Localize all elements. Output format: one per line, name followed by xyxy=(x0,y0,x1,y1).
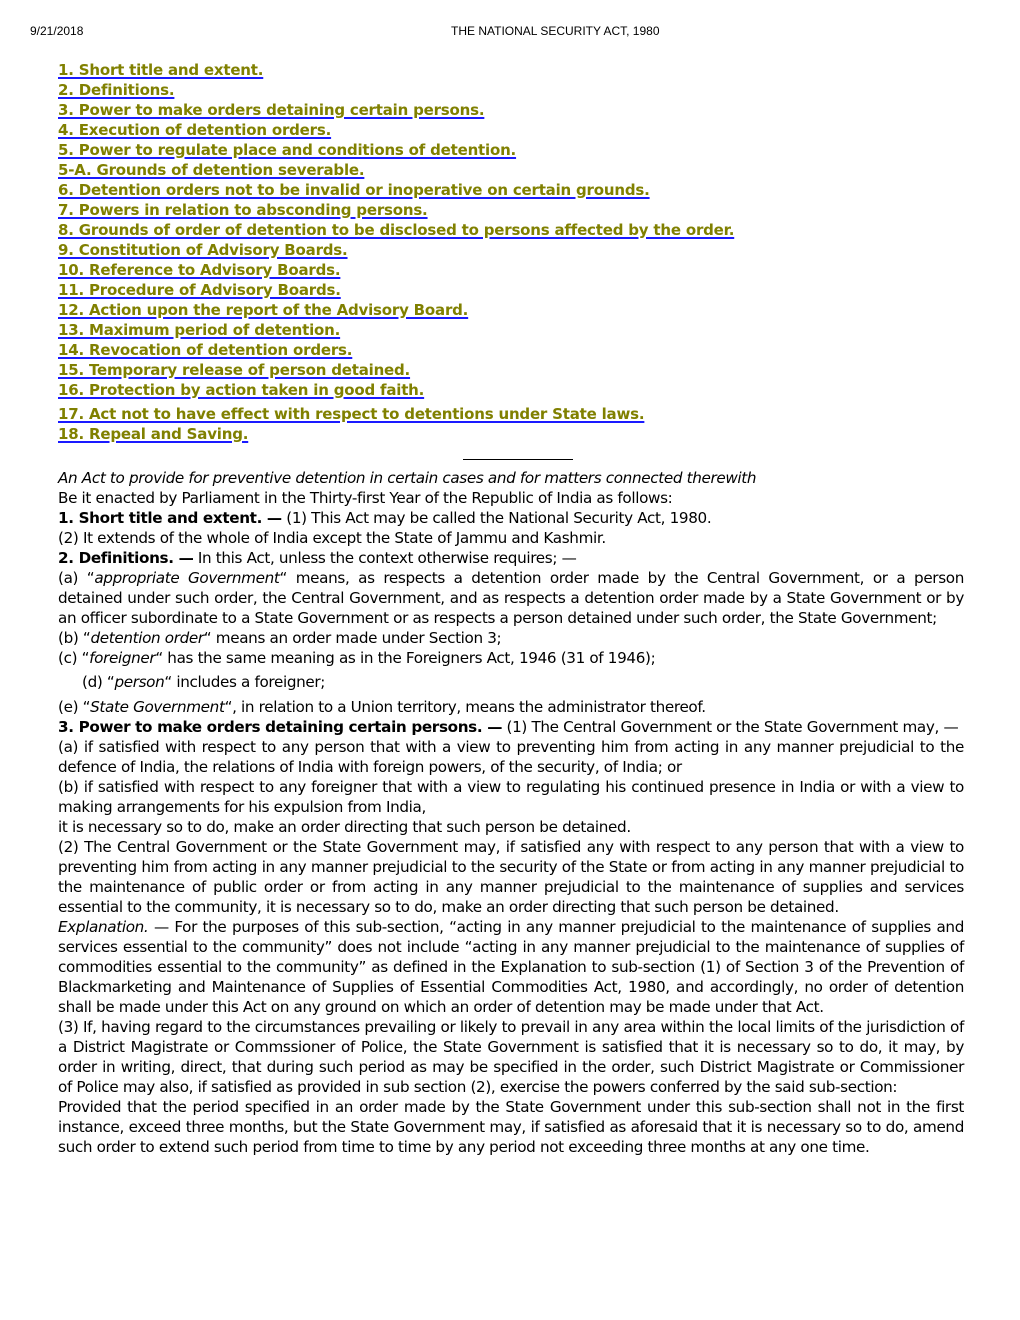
section-1-heading: 1. Short title and extent. — xyxy=(58,509,282,527)
toc-link-7[interactable]: 7. Powers in relation to absconding persons. xyxy=(58,201,428,219)
enacting-clause: Be it enacted by Parliament in the Thirty-first Year of the Republic of India as follows: xyxy=(58,489,673,507)
section-1-subsection-2: (2) It extends of the whole of India except the State of Jammu and Kashmir. xyxy=(58,529,606,547)
act-body xyxy=(58,468,964,1157)
toc-link-15[interactable]: 15. Temporary release of person detained. xyxy=(58,361,411,379)
definition-b: (b) “detention order“ means an order made under Section 3; xyxy=(58,629,502,647)
long-title: An Act to provide for preventive detention in certain cases and for matters connected therewith xyxy=(58,469,757,487)
toc-link-18[interactable]: 18. Repeal and Saving. xyxy=(58,425,249,443)
section-3-explanation: Explanation. — For the purposes of this sub-section, “acting in any manner prejudicial to the maintenance of supplies and services essential to the community” does not include “acting in any manner prejudicial to the maintenance of supplies of commodities essential to the community” as defined in the Explanation to sub-section (1) of Section 3 of the Prevention of Blackmarketing and Maintenance of Supplies of Essential Commodities Act, 1980, and accordingly, no order of detention shall be made under this Act on any ground on which an order of detention may be made under that Act. xyxy=(58,918,964,1016)
toc-link-10[interactable]: 10. Reference to Advisory Boards. xyxy=(58,261,341,279)
toc-link-8[interactable]: 8. Grounds of order of detention to be disclosed to persons affected by the order. xyxy=(58,221,735,239)
definition-c: (c) “foreigner“ has the same meaning as in the Foreigners Act, 1946 (31 of 1946); xyxy=(58,649,656,667)
section-3-proviso: Provided that the period specified in an order made by the State Government under this sub-section shall not in the first instance, exceed three months, but the State Government may, if satisfied as aforesaid that it is necessary so to do, amend such order to extend such period from time to time by any period not exceeding three months at any one time. xyxy=(58,1098,964,1156)
section-3-clause-a: (a) if satisfied with respect to any person that with a view to preventing him from acting in any manner prejudicial to the defence of India, the relations of India with foreign powers, of the security, of India; or xyxy=(58,738,964,776)
section-3-clause-tail: it is necessary so to do, make an order directing that such person be detained. xyxy=(58,818,631,836)
page-header-title: THE NATIONAL SECURITY ACT, 1980 xyxy=(451,24,660,38)
toc-link-1[interactable]: 1. Short title and extent. xyxy=(58,61,264,79)
section-2-heading: 2. Definitions. — xyxy=(58,549,194,567)
toc-link-9[interactable]: 9. Constitution of Advisory Boards. xyxy=(58,241,348,259)
toc-link-12[interactable]: 12. Action upon the report of the Advisory Board. xyxy=(58,301,469,319)
toc-link-2[interactable]: 2. Definitions. xyxy=(58,81,175,99)
toc-link-5[interactable]: 5. Power to regulate place and conditions of detention. xyxy=(58,141,517,159)
section-3-subsection-2: (2) The Central Government or the State Government may, if satisfied any with respect to any person that with a view to preventing him from acting in any manner prejudicial to the security of the State or from acting in any manner prejudicial to the maintenance of public order or from acting in any manner prejudicial to the maintenance of supplies and services essential to the community, it is necessary so to do, make an order directing that such person be detained. xyxy=(58,838,964,916)
toc-link-13[interactable]: 13. Maximum period of detention. xyxy=(58,321,341,339)
definition-d: (d) “person“ includes a foreigner; xyxy=(82,673,326,691)
toc-link-11[interactable]: 11. Procedure of Advisory Boards. xyxy=(58,281,341,299)
section-3-clause-b: (b) if satisfied with respect to any foreigner that with a view to regulating his continued presence in India or with a view to making arrangements for his expulsion from India, xyxy=(58,778,964,816)
section-3-heading: 3. Power to make orders detaining certain persons. — xyxy=(58,718,503,736)
toc-link-6[interactable]: 6. Detention orders not to be invalid or inoperative on certain grounds. xyxy=(58,181,650,199)
toc-link-17[interactable]: 17. Act not to have effect with respect to detentions under State laws. xyxy=(58,405,645,423)
definition-a: (a) “appropriate Government“ means, as respects a detention order made by the Central Government, or a person detained under such order, the Central Government, and as respects a detention order made by a State Government or by an officer subordinate to a State Government or as respects a person detained under such order, the State Government; xyxy=(58,569,964,627)
toc-link-14[interactable]: 14. Revocation of detention orders. xyxy=(58,341,353,359)
section-3-subsection-3: (3) If, having regard to the circumstances prevailing or likely to prevail in any area within the local limits of the jurisdiction of a District Magistrate or Commssioner of Police, the State Government is satisfied that it is necessary so to do, it may, by order in writing, direct, that during such period as may be specified in the order, such District Magistrate or Commissioner of Police may also, if satisfied as provided in sub section (2), exercise the powers conferred by the said sub-section: xyxy=(58,1018,964,1096)
toc-link-5a[interactable]: 5-A. Grounds of detention severable. xyxy=(58,161,365,179)
section-2: 2. Definitions. — In this Act, unless the context otherwise requires; — xyxy=(58,549,577,567)
toc-link-16[interactable]: 16. Protection by action taken in good faith. xyxy=(58,381,425,399)
definition-e: (e) “State Government“, in relation to a Union territory, means the administrator thereof. xyxy=(58,698,706,716)
toc-link-4[interactable]: 4. Execution of detention orders. xyxy=(58,121,332,139)
section-1: 1. Short title and extent. — (1) This Act may be called the National Security Act, 1980. xyxy=(58,509,712,527)
toc-link-3[interactable]: 3. Power to make orders detaining certain persons. xyxy=(58,101,485,119)
table-of-contents xyxy=(58,60,734,444)
print-date: 9/21/2018 xyxy=(30,24,84,38)
section-divider xyxy=(463,459,573,460)
section-3: 3. Power to make orders detaining certain persons. — (1) The Central Government or the State Government may, — xyxy=(58,718,959,736)
